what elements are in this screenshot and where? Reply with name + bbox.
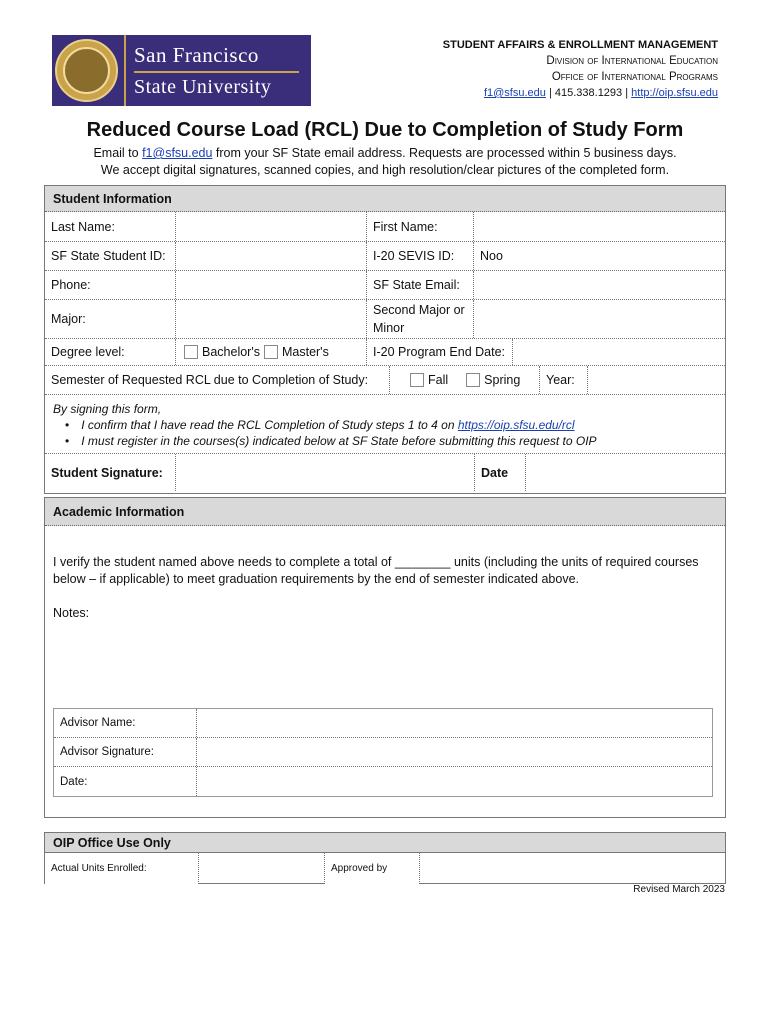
first-name-label: First Name: [367,212,474,241]
major-field[interactable] [176,300,367,338]
phone-label: Phone: [45,271,176,299]
website-link[interactable]: http://oip.sfsu.edu [631,87,718,99]
notes-label: Notes: [53,606,90,620]
date-label: Date [475,454,526,491]
second-major-field[interactable] [474,300,725,338]
student-signature-label: Student Signature: [45,454,176,491]
bachelors-label: Bachelor's [202,345,260,359]
program-end-label: I-20 Program End Date: [367,339,513,365]
oip-office-section [44,832,726,884]
sf-email-label: SF State Email: [367,271,474,299]
advisor-date-field[interactable] [197,767,712,796]
rcl-link[interactable]: https://oip.sfsu.edu/rcl [457,418,575,432]
intro-post: from your SF State email address. Requests are processed within 5 business days. [212,146,677,160]
advisor-date-label: Date: [54,767,197,796]
program-end-field[interactable] [513,339,725,365]
advisor-name-field[interactable] [197,709,712,737]
intro-line2: We accept digital signatures, scanned copies, and high resolution/clear pictures of the completed form. [100,163,670,177]
year-label: Year: [540,366,588,394]
semester-label: Semester of Requested RCL due to Completion of Study: [45,366,390,394]
phone-field[interactable] [176,271,367,299]
dept-name: STUDENT AFFAIRS & ENROLLMENT MANAGEMENT [442,39,718,51]
office-name: Office of International Programs [551,71,718,83]
sf-email-field[interactable] [474,271,725,299]
last-name-field[interactable] [176,212,367,241]
advisor-name-label: Advisor Name: [54,709,197,737]
separator: | [622,87,632,99]
email-link[interactable]: f1@sfsu.edu [483,87,546,99]
sevis-id-label: I-20 SEVIS ID: [367,242,474,270]
signing-intro: By signing this form, [53,402,162,416]
second-major-label: Second Major or Minor [367,300,474,338]
section-heading: Academic Information [45,498,725,526]
degree-options [176,339,367,365]
units-verification-text: I verify the student named above needs to complete a total of ________ units (including the units of required courses below – if applicable) to meet graduation requirements by the end of semester indicated above. [53,555,699,586]
separator: | [545,87,555,99]
spring-label: Spring [484,373,521,387]
logo-line2: State University [134,75,272,98]
intro-pre: Email to [93,146,143,160]
year-field[interactable] [588,366,725,394]
student-id-field[interactable] [176,242,367,270]
masters-label: Master's [281,345,329,359]
section-heading: OIP Office Use Only [45,833,725,853]
section-heading: Student Information [45,186,725,212]
bachelors-checkbox[interactable] [184,345,198,359]
sevis-id-field[interactable]: Noo [480,249,503,263]
advisor-table [53,708,713,797]
major-label: Major: [45,300,176,338]
approved-by-field[interactable] [420,853,725,884]
phone-number: 415.338.1293 [554,87,623,99]
academic-info-section [44,497,726,818]
university-seal-icon [55,39,118,102]
student-info-section [44,185,726,494]
student-id-label: SF State Student ID: [45,242,176,270]
division-name: Division of International Education [546,55,718,67]
intro-email-link[interactable]: f1@sfsu.edu [142,146,213,160]
register-item: • I must register in the courses(s) indicated below at SF State before submitting this request to OIP [79,433,717,449]
semester-options [390,366,540,394]
approved-by-label: Approved by [325,853,420,884]
confirm-text: I confirm that I have read the RCL Completion of Study steps 1 to 4 on [81,418,458,432]
last-name-label: Last Name: [45,212,176,241]
advisor-signature-label: Advisor Signature: [54,738,197,766]
sfsu-logo [52,35,311,106]
degree-level-label: Degree level: [45,339,176,365]
units-enrolled-field[interactable] [199,853,325,884]
advisor-signature-field[interactable] [197,738,712,766]
masters-checkbox[interactable] [264,345,278,359]
units-enrolled-label: Actual Units Enrolled: [45,853,199,884]
signing-statement [45,395,725,454]
header-contact [443,37,718,101]
first-name-field[interactable] [474,212,725,241]
logo-line1: San Francisco [134,42,259,67]
page-title: Reduced Course Load (RCL) Due to Completion of Study Form [86,119,684,141]
fall-label: Fall [428,373,449,387]
student-signature-field[interactable] [176,454,475,491]
confirm-item [79,417,717,433]
revision-date: Revised March 2023 [633,884,725,895]
intro-text [0,145,770,179]
student-date-field[interactable] [526,454,725,491]
spring-checkbox[interactable] [466,373,480,387]
fall-checkbox[interactable] [410,373,424,387]
